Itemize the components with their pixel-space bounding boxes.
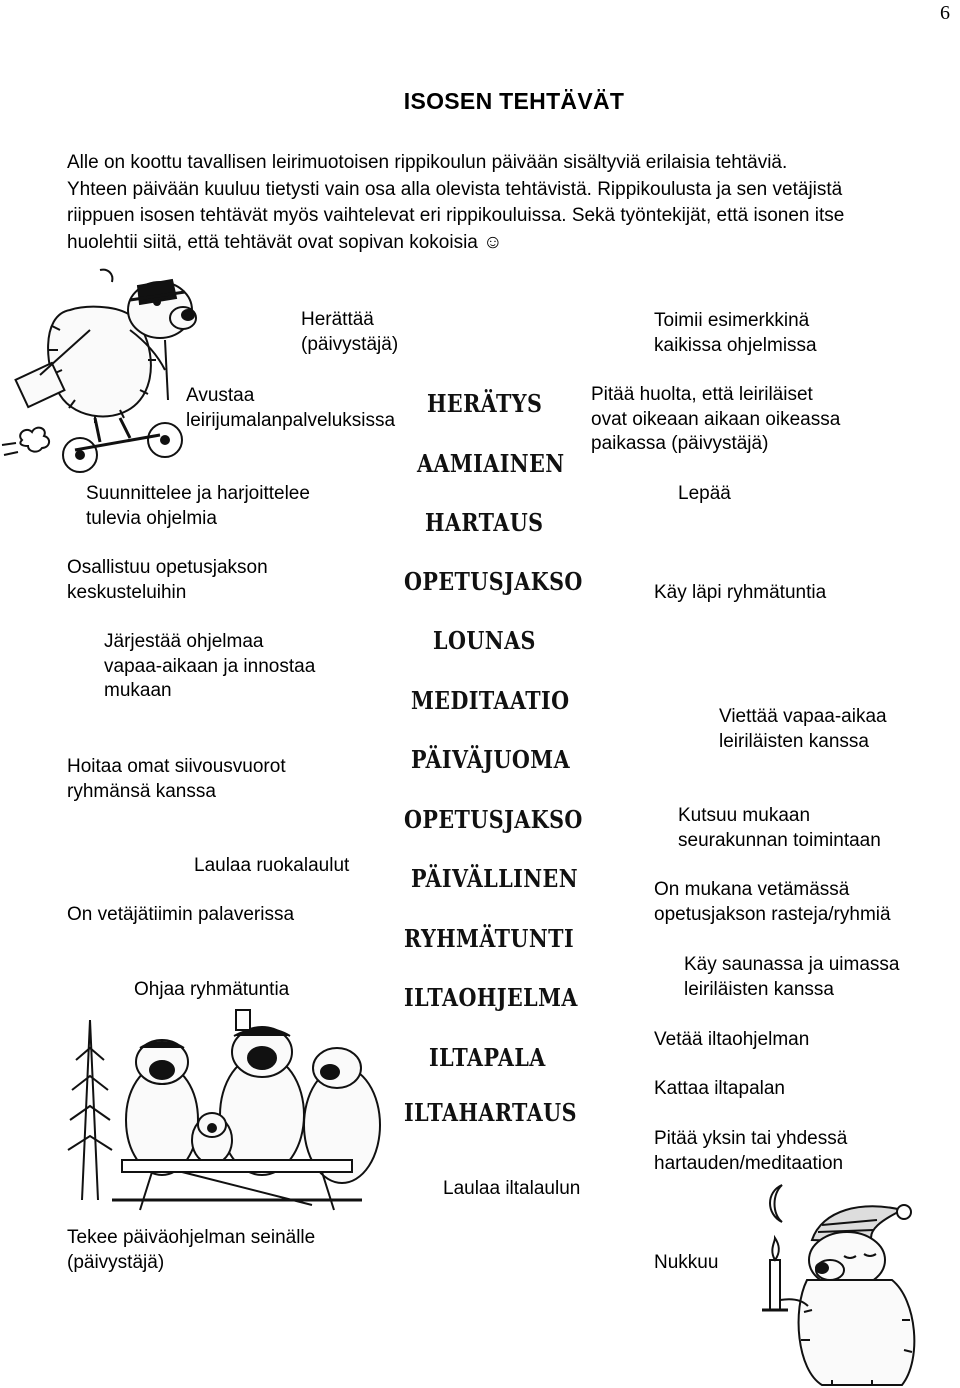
task-line: Suunnittelee ja harjoittelee: [86, 483, 310, 504]
schedule-item: PÄIVÄLLINEN: [411, 864, 578, 893]
bear-on-scooter-icon: [0, 260, 215, 485]
task-item: [654, 1127, 847, 1176]
task-line: Käy saunassa ja uimassa: [684, 954, 900, 975]
schedule-item: PÄIVÄJUOMA: [411, 745, 571, 774]
task-line: vapaa-aikaan ja innostaa: [104, 655, 316, 677]
task-item: [684, 953, 899, 1002]
task-item: [654, 878, 891, 927]
intro-line: riippuen isosen tehtävät myös vaihtelevat eri rippikouluissa. Sekä työntekijät, että isonen itse: [67, 205, 845, 226]
task-line: hartauden/meditaation: [654, 1152, 844, 1174]
task-line: ryhmänsä kanssa: [67, 780, 216, 802]
sleeping-bear-with-candle-icon: [752, 1180, 952, 1388]
task-item: [104, 630, 315, 704]
task-line: keskusteluihin: [67, 581, 187, 603]
intro-line: Alle on koottu tavallisen leirimuotoisen rippikoulun päivään sisältyviä erilaisia tehtäviä.: [67, 152, 788, 173]
task-line: Herättää: [301, 309, 374, 330]
task-item: [678, 482, 731, 507]
task-item: [591, 383, 840, 457]
task-line: seurakunnan toimintaan: [678, 829, 881, 851]
task-item: [86, 482, 310, 531]
schedule-item: ILTAPALA: [429, 1043, 546, 1072]
task-line: Vetää iltaohjelman: [654, 1029, 810, 1050]
page-title: ISOSEN TEHTÄVÄT: [403, 88, 625, 114]
task-item: [186, 384, 395, 433]
task-line: Hoitaa omat siivousvuorot: [67, 756, 286, 777]
task-line: (päivystäjä): [301, 333, 399, 355]
schedule-item: HARTAUS: [425, 508, 544, 537]
task-line: Tekee päiväohjelman seinälle: [67, 1227, 316, 1248]
task-line: mukaan: [104, 680, 172, 701]
task-item: [654, 309, 817, 358]
task-line: On vetäjätiimin palaverissa: [67, 904, 295, 925]
schedule-item: ILTAOHJELMA: [404, 983, 578, 1012]
task-line: Lepää: [678, 483, 731, 504]
task-item: [719, 705, 887, 754]
task-item: [67, 556, 268, 605]
schedule-item: MEDITAATIO: [411, 686, 570, 715]
task-line: Laulaa iltalaulun: [443, 1178, 581, 1199]
task-line: ovat oikeaan aikaan oikeassa: [591, 408, 841, 430]
task-item: [194, 854, 349, 879]
task-line: leiriläisten kanssa: [719, 730, 869, 752]
task-line: Osallistuu opetusjakson: [67, 557, 268, 578]
task-item: [654, 1077, 785, 1102]
intro-line: Yhteen päivään kuuluu tietysti vain osa alla olevista tehtävistä. Rippikoulusta ja sen vetäjistä: [67, 178, 843, 200]
schedule-item: HERÄTYS: [427, 389, 543, 418]
task-item: [67, 1226, 315, 1275]
schedule-item: RYHMÄTUNTI: [404, 924, 575, 953]
task-line: Ohjaa ryhmätuntia: [134, 979, 290, 1000]
task-line: leirijumalanpalveluksissa: [186, 409, 396, 431]
task-line: tulevia ohjelmia: [86, 507, 217, 529]
intro-line: huolehtii siitä, että tehtävät ovat sopivan kokoisia ☺: [67, 231, 503, 253]
schedule-item: ILTAHARTAUS: [404, 1098, 577, 1127]
task-item: [134, 978, 289, 1003]
schedule-item: OPETUSJAKSO: [404, 567, 583, 596]
task-line: Järjestää ohjelmaa: [104, 631, 264, 652]
task-line: kaikissa ohjelmissa: [654, 334, 817, 356]
task-item: [301, 308, 398, 357]
task-line: Toimii esimerkkinä: [654, 310, 810, 331]
task-line: Kutsuu mukaan: [678, 805, 811, 826]
task-line: Kattaa iltapalan: [654, 1078, 785, 1099]
task-line: opetusjakson rasteja/ryhmiä: [654, 903, 891, 925]
task-line: Nukkuu: [654, 1252, 719, 1273]
intro-paragraph: [67, 150, 947, 256]
page-number: 6: [940, 2, 950, 24]
task-line: paikassa (päivystäjä): [591, 433, 769, 454]
schedule-item: AAMIAINEN: [417, 449, 565, 478]
task-item: [443, 1177, 580, 1202]
schedule-item: OPETUSJAKSO: [404, 805, 583, 834]
task-line: Viettää vapaa-aikaa: [719, 706, 887, 727]
task-line: (päivystäjä): [67, 1251, 165, 1273]
task-item: [654, 1028, 809, 1053]
task-line: Pitää yksin tai yhdessä: [654, 1128, 848, 1149]
task-line: Laulaa ruokalaulut: [194, 855, 350, 876]
task-line: Käy läpi ryhmätuntia: [654, 582, 827, 603]
task-item: [67, 755, 286, 804]
task-line: On mukana vetämässä: [654, 879, 850, 900]
task-line: leiriläisten kanssa: [684, 978, 834, 1000]
task-item: [654, 581, 826, 606]
bears-at-picnic-table-icon: [62, 1000, 400, 1215]
schedule-item: LOUNAS: [433, 626, 536, 655]
task-line: Pitää huolta, että leiriläiset: [591, 384, 813, 405]
task-line: Avustaa: [186, 385, 255, 406]
task-item: [678, 804, 881, 853]
task-item: [654, 1251, 718, 1276]
task-item: [67, 903, 294, 928]
